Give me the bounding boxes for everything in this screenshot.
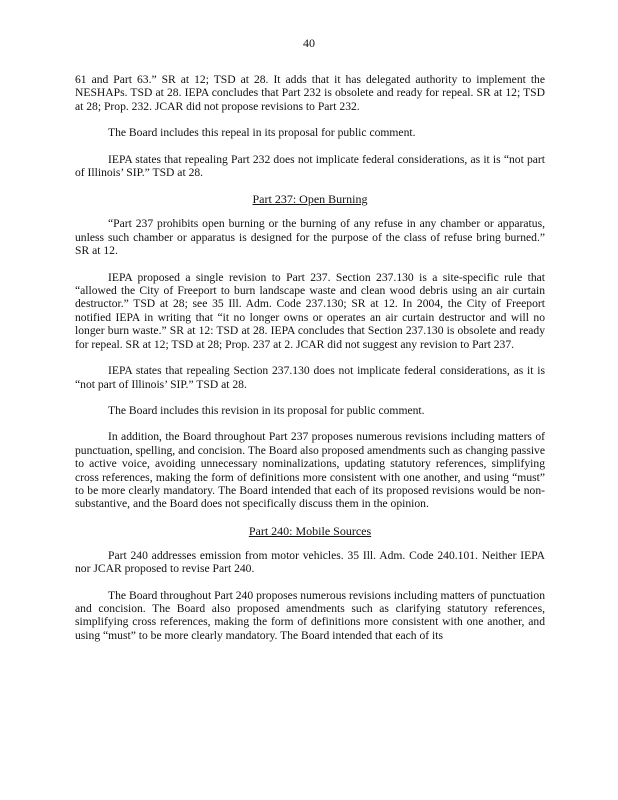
paragraph: “Part 237 prohibits open burning or the burning of any refuse in any chamber or apparatus, unless such chamber or apparatus is designed for the purpose of the class of refuse bring burned.” SR at 12. xyxy=(75,217,545,258)
paragraph: In addition, the Board throughout Part 237 proposes numerous revisions including matters of punctuation, spelling, and concision. The Board also proposed amendments such as changing passive to active voice, avoiding unnecessary nominalizations, updating statutory references, simplifying cross references, making the form of definitions more consistent with one another, and using “must” to be more clearly mandatory. The Board intended that each of its proposed revisions would be non-substantive, and the Board does not specifically discuss them in the opinion. xyxy=(75,430,545,511)
paragraph: The Board throughout Part 240 proposes numerous revisions including matters of punctuation and concision. The Board also proposed amendments such as clarifying statutory references, simplifying cross references, making the form of definitions more consistent with one another, and using “must” to be more clearly mandatory. The Board intended that each of its xyxy=(75,588,545,642)
paragraph: The Board includes this revision in its proposal for public comment. xyxy=(108,403,425,417)
document-body xyxy=(75,73,545,655)
paragraph: IEPA states that repealing Part 232 does not implicate federal considerations, as it is “not part of Illinois’ SIP.” TSD at 28. xyxy=(75,152,545,180)
paragraph: IEPA proposed a single revision to Part 237. Section 237.130 is a site-specific rule that “allowed the City of Freeport to burn landscape waste and clean wood debris using an air curtain destructor.” TSD at 28; see 35 Ill. Adm. Code 237.130; SR at 12. In 2004, the City of Freeport notified IEPA in writing that “it no longer owns or operates an air curtain destructor and will no longer burn waste.” SR at 12: TSD at 28. IEPA concludes that Section 237.130 is obsolete and ready for repeal. SR at 12; TSD at 28; Prop. 237 at 2. JCAR did not suggest any revision to Part 237. xyxy=(75,270,545,351)
paragraph: The Board includes this repeal in its proposal for public comment. xyxy=(108,126,416,140)
paragraph: 61 and Part 63.” SR at 12; TSD at 28. It adds that it has delegated authority to implement the NESHAPs. TSD at 28. IEPA concludes that Part 232 is obsolete and ready for repeal. SR at 12; TSD at 28; Prop. 232. JCAR did not propose revisions to Part 232. xyxy=(75,73,545,113)
section-heading-text: Part 237: Open Burning xyxy=(252,192,368,207)
section-heading-text: Part 240: Mobile Sources xyxy=(248,523,372,538)
paragraph: Part 240 addresses emission from motor vehicles. 35 Ill. Adm. Code 240.101. Neither IEPA nor JCAR proposed to revise Part 240. xyxy=(75,548,545,576)
section-heading xyxy=(75,192,545,207)
page-number: 40 xyxy=(303,36,315,50)
paragraph: IEPA states that repealing Section 237.130 does not implicate federal considerations, as it is “not part of Illinois’ SIP.” TSD at 28. xyxy=(75,364,545,391)
section-heading xyxy=(75,524,545,539)
